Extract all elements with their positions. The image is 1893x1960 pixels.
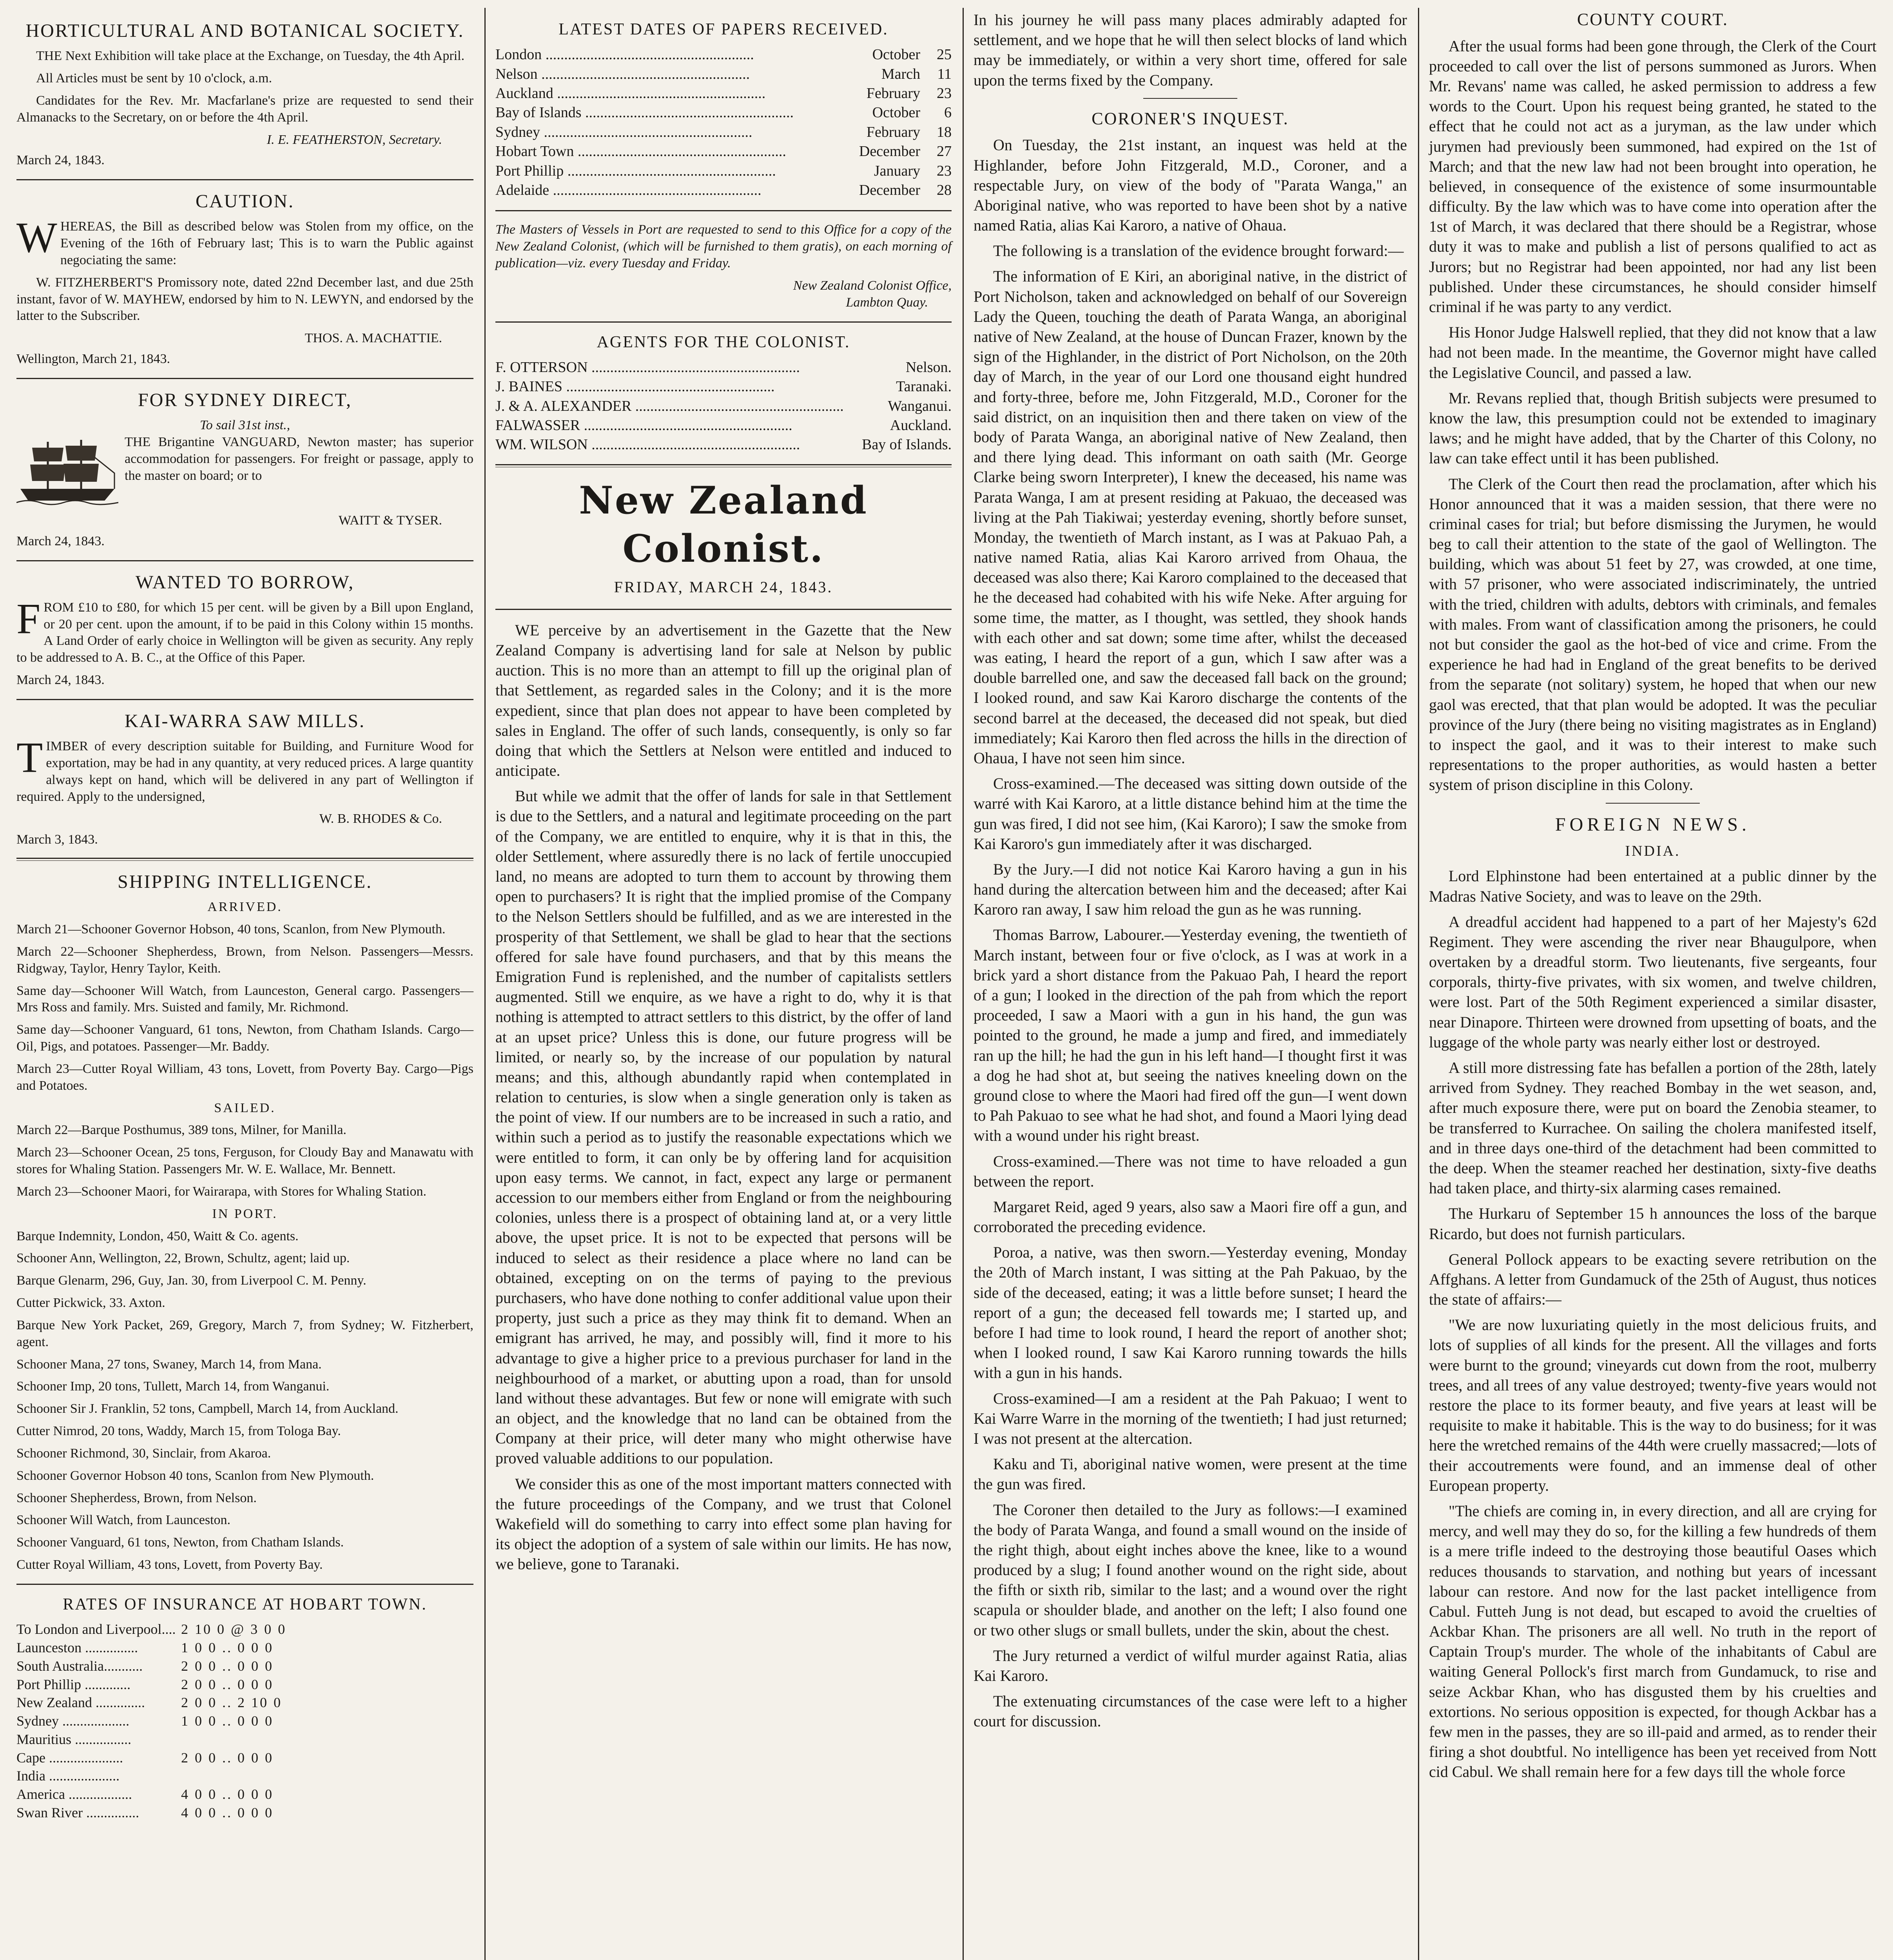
india-body [1429,866,1877,1782]
dates-month: March [881,65,920,82]
agent-place: Taranaki. [896,378,952,395]
divider [1606,803,1700,804]
editorial-paragraph: We consider this as one of the most important matters connected with the future proceedings of the Company, and we trust that Colonel Wakefield will do something to carry into effect some plan having for its object the adoption of a system of sale within our limits. He has now, we believe, gone to Taranaki. [495,1475,952,1573]
arrived-list [16,921,473,1094]
inquest-paragraph: Poroa, a native, was then sworn.—Yesterday evening, Monday the 20th of March instant, I was sitting at the Pah Pakuao, by the side of the deceased, eating; it was a little before sunset; I heard the report of a gun; the deceased fell towards me; I started up, and before I had time to look round, I heard the report of another shot; when I looked round, I saw Kai Karoro running towards the hills with a gun in his hands. [974,1243,1407,1382]
agent-name: J. & A. ALEXANDER ..... [495,397,884,416]
sailed-label: SAILED. [214,1100,276,1115]
dates-day: 6 [944,104,952,121]
inquest-paragraph: Margaret Reid, aged 9 years, also saw a Maori fire off a gun, and corroborated the preceding evidence. [974,1198,1407,1236]
dates-day: 25 [937,46,952,63]
kaiwarra-body: TIMBER of every description suitable for Building, and Furniture Wood for exportation, may be had in any quantity, at very reduced prices. A large quantity always kept on hand, which will be delivered in any part of Wellington if required. Apply to the undersigned, [16,733,473,804]
shipping-entry: Cutter Royal William, 43 tons, Lovett, from Poverty Bay. [16,1557,323,1572]
journey-paragraph: In his journey he will pass many places admirably adapted for settlement, and we hope that he will then select blocks of land which may be immediately, or within a very short time, offered for sale upon the terms fixed by the Company. [974,11,1407,89]
arrived-label: ARRIVED. [207,900,283,915]
agent-name: J. BAINES ..... [495,377,892,396]
inquest-paragraph: The Coroner then detailed to the Jury as follows:—I examined the body of Parata Wanga, and found a small wound on the inside of the right thigh, about eight inches above the knee, like to a wound produced by a slug; I found another wound on the right side, about the fifth or sixth rib, similar to the last; and a wound over the right scapula or shoulder blade, and another on the left; I also found one or two other slugs or small bullets, under the skin, about the chest. [974,1501,1407,1639]
dates-day: 18 [937,123,952,140]
insurance-rate: 2 0 0 .. 2 10 0 [181,1695,282,1711]
dates-day: 11 [937,65,952,82]
agent-place: Bay of Islands. [861,436,952,453]
inquest-paragraph: The extenuating circumstances of the case were left to a higher court for discussion. [974,1692,1407,1730]
dates-row [495,123,952,142]
insurance-row [16,1675,473,1694]
dates-table [495,45,952,200]
publication-date: FRIDAY, MARCH 24, 1843. [614,578,833,596]
insurance-row [16,1657,473,1675]
inquest-paragraph: Cross-examined.—The deceased was sitting down outside of the warré with Kai Karoro, at a little distance behind him at the time the gun was fired, I did not see him, (Kai Karoro); I saw the smoke from Kai Karoro's gun immediately after it was discharged. [974,775,1407,853]
shipping-entry: Schooner Will Watch, from Launceston. [16,1513,231,1528]
shipping-entry: Schooner Richmond, 30, Sinclair, from Akaroa. [16,1446,271,1461]
insurance-destination: To London and Liverpool.... [16,1621,176,1637]
column-rule [1418,8,1419,1960]
divider [16,560,473,561]
divider [495,609,952,610]
dates-month: February [866,85,920,102]
dates-place: Adelaide ..... [495,181,855,200]
inquest-body [974,135,1407,1731]
divider [495,321,952,323]
insurance-destination: Swan River ............... [16,1805,139,1821]
insurance-destination: South Australia........... [16,1658,143,1674]
divider [495,464,952,467]
editorial-paragraph: But while we admit that the offer of lands for sale in that Settlement is due to the Settlers, and a natural and legitimate proceeding on the part of the Company, we are entitled to enquire, why it is that in this, the older Settlement, where assuredly there is no lack of fertile unoccupied land, no means are adopted to turn them to account by throwing them open to purchasers? It is right that the implied promise of the Company to the Nelson Settlers should be fulfilled, and as we are interested in the prosperity of that Settlement, we shall be glad to hear that the sections offered for sale have found purchasers, and that by this means the Emigration Fund is replenished, and the number of capitalists settlers augmented. Still we enquire, as we have a right to do, why it is that nothing is attempted to attract settlers to this district, by the offer of land at an upset price? Unless this is done, our future progress will be limited, or nearly so, by the increase of our population by natural means; and this, although abundantly rapid when contemplated in relation to centuries, is slow when a single generation only is taken as the point of view. If our numbers are to be increased in such a ratio, and within such a period as to justify the reasonable expectations which we were entitled to form, it can only be by offering land for acquisition upon easy terms. We cannot, in fact, expect any large or permanent accession to our members either from England or from the neighbouring colonies, unless there is a prospect of obtaining land at, or a very little above, the upset price. It is not to be expected that persons will be induced to select as their residence a place where no land can be obtained, excepting on on the terms of paying to the previous purchasers, who have done nothing to confer additional value upon their property, just such a price as they may think fit to demand. When an emigrant has arrived, he may, and possibly will, find it more to his advantage to give a higher price to a previous purchaser for land in the neighbourhood of a market, or abutting upon a road, than for unsold land without these advantages. But few or none will emigrate with such an object, and the knowledge that no land can be obtained from the Company at their price, will deter many who might otherwise have proved valuable additions to our population. [495,787,952,1467]
insurance-rate: 4 0 0 .. 0 0 0 [181,1805,274,1821]
shipping-entry: Barque Indemnity, London, 450, Waitt & Co. agents. [16,1229,299,1243]
insurance-row [16,1639,473,1657]
insurance-destination: India .................... [16,1768,120,1784]
shipping-entry: Schooner Sir J. Franklin, 52 tons, Campbell, March 14, from Auckland. [16,1401,399,1416]
shipping-title: SHIPPING INTELLIGENCE. [118,871,372,893]
shipping-entry: Schooner Governor Hobson 40 tons, Scanlon from New Plymouth. [16,1468,374,1483]
county-title: COUNTY COURT. [1577,10,1728,29]
shipping-entry: March 22—Barque Posthumus, 389 tons, Milner, for Manilla. [16,1123,346,1138]
dates-row [495,65,952,84]
column-rule [963,8,964,1960]
inquest-paragraph: Cross-examined—I am a resident at the Pah Pakuao; I went to Kai Warre Warre in the morning of the twentieth; I had just returned; I was not present at the altercation. [974,1389,1407,1447]
shipping-entry: March 23—Cutter Royal William, 43 tons, Lovett, from Poverty Bay. Cargo—Pigs and Potatoes. [16,1061,473,1093]
dates-row [495,142,952,161]
dates-row [495,181,952,200]
kaiwarra-title: KAI-WARRA SAW MILLS. [125,710,365,731]
india-paragraph: "We are now luxuriating quietly in the most delicious fruits, and lots of supplies of all kinds for the present. All the villages and forts were burnt to the ground; vineyards cut down from the root, mulberry trees, and all trees of any value destroyed; twenty-five years would not restore the place to its former beauty, and five years at least will be requisite to make it habitable. This is the way to do business; for it was here the wretched remains of the 44th were cruelly massacred;—lots of their accoutrements were found, and an immense deal of other European property. [1429,1316,1877,1494]
insurance-row [16,1749,473,1767]
sydney-date: March 24, 1843. [16,534,105,548]
insurance-rate: 1 0 0 .. 0 0 0 [181,1713,274,1729]
insurance-rate: 1 0 0 .. 0 0 0 [181,1639,274,1655]
dates-day: 28 [937,182,952,199]
dates-place: Bay of Islands ..... [495,103,869,122]
masters-sig2: Lambton Quay. [846,295,928,310]
shipping-entry: Schooner Mana, 27 tons, Swaney, March 14, from Mana. [16,1357,322,1372]
dates-row [495,84,952,103]
india-paragraph: "The chiefs are coming in, in every direction, and all are crying for mercy, and well may they do so, for the killing a few hundreds of them is a mere trifle indeed to the destroying those beautiful Oases which reduces thousands to starvation, and nothing but years of incessant labour can restore. And now for the last packet intelligence from Cabul. Futteh Jung is not dead, but escaped to avoid the cruelties of Ackbar Khan. The prisoners are all well. No truth in the report of Captain Troup's murder. The whole of the inhabitants of Cabul are waiting General Pollock's first march from Gundamuck, to rise and seize Ackbar Khan, who has disgusted them by his cruelties and extortions. No serious opposition is expected, for though Ackbar has a few men in the passes, they are so ill-paid and armed, as to render their firing a shot doubtful. No intelligence has been yet received from Nott cid Cabul. We shall remain here for a few days till the whole force [1429,1502,1877,1781]
shipping-entry: Barque New York Packet, 269, Gregory, March 7, from Sydney; W. Fitzherbert, agent. [16,1318,473,1349]
insurance-table [16,1620,473,1822]
dates-day: 27 [937,143,952,160]
dates-month: December [859,143,920,160]
agent-place: Wanganui. [888,397,952,414]
masthead: New Zealand Colonist. [579,478,868,571]
insurance-rate: 2 0 0 .. 0 0 0 [181,1658,274,1674]
dates-place: Nelson ..... [495,65,878,84]
agent-place: Nelson. [905,359,952,376]
shipping-entry: Schooner Vanguard, 61 tons, Newton, from Chatham Islands. [16,1535,344,1550]
shipping-entry: Cutter Nimrod, 20 tons, Waddy, March 15, from Tologa Bay. [16,1424,341,1439]
hort-p2: All Articles must be sent by 10 o'clock, a.m. [36,71,272,86]
insurance-destination: New Zealand .............. [16,1695,145,1711]
insurance-title: RATES OF INSURANCE AT HOBART TOWN. [63,1595,427,1613]
borrow-date: March 24, 1843. [16,673,105,688]
insurance-destination: Cape ..................... [16,1749,123,1766]
editorial [495,620,952,1574]
caution-date: Wellington, March 21, 1843. [16,352,170,367]
masters-notice: The Masters of Vessels in Port are requested to send to this Office for a copy of the New Zealand Colonist, (which will be furnished to them gratis), on each morning of publication—viz. every Tuesday and Friday. [495,222,952,271]
dates-month: October [872,104,920,121]
shipping-entry: Schooner Ann, Wellington, 22, Brown, Schultz, agent; laid up. [16,1251,350,1266]
inquest-paragraph: By the Jury.—I did not notice Kai Karoro having a gun in his hand during the altercation between him and the deceased; after Kai Karoro ran away, I saw him reload the gun as he was running. [974,860,1407,918]
shipping-entry: Schooner Shepherdess, Brown, from Nelson. [16,1490,257,1505]
inport-list [16,1228,473,1573]
insurance-destination: Sydney ................... [16,1713,129,1729]
caution-p2: W. FITZHERBERT'S Promissory note, dated 22nd December last, and due 25th instant, favor of W. MAYHEW, endorsed by him to N. LEWYN, and endorsed by the latter to the Subscriber. [16,275,473,323]
dates-month: October [872,46,920,63]
column-4 [1420,10,1885,1960]
agent-name: WM. WILSON ..... [495,435,858,454]
dates-row [495,162,952,181]
inquest-paragraph: Thomas Barrow, Labourer.—Yesterday evening, the twentieth of March instant, between four or five o'clock, as I was at work in a brick yard a short distance from the Pakuao Pah, I heard the report of a gun; I looked in the direction of the pah from which the report proceeded, I saw a Maori with a gun in his hand, the gun was pointed to the ground, he made a jump and fired, and immediately ran up the hill; he had the gun in his left hand—I thought first it was a dog he had shot at, but seeing the natives kneeling down on the ground close to where the Maori had fired off the gun—I went down to Pah Pakuao to see what he had shot, and found a Maori lying dead with a wound under his right breast. [974,926,1407,1145]
hort-p3: Candidates for the Rev. Mr. Macfarlane's prize are requested to send their Almanacks to the Secretary, on or before the 4th April. [16,93,473,125]
divider [16,699,473,700]
hort-signature: I. E. FEATHERSTON, Secretary. [267,132,442,147]
agent-row [495,358,952,377]
inquest-title: CORONER'S INQUEST. [1092,109,1289,128]
inquest-paragraph: The information of E Kiri, an aboriginal native, in the district of Port Nicholson, taken and acknowledged on behalf of our Sovereign Lady the Queen, touching the death of Parata Wanga, an aboriginal native of New Zealand, at the house of Duncan Frazer, known by the sign of the Highlander, in the district of Port Nicholson, on the 20th day of March, in the year of our Lord one thousand eight hundred and forty-three, before me, John Fitzgerald, M.D., Coroner for the said district, on an inquisition then and there taken on view of the body of Parata Wanga, an aboriginal native of New Zealand, then and there lying dead. This informant on oath saith (Mr. George Clarke being sworn Interpreter), I knew the deceased, his name was Parata Wanga, I am at present residing at Pakuao, the deceased was living at the Pah Tiakiwai; yesterday evening, shortly before sunset, Monday, the twentieth of March instant, as I was at Pakuao Pah, a native named Ratia, alias Kai Karoro arrived from Ohaua, the deceased was also there; Kai Karoro complained to the deceased that he the deceased had cohabited with his wife Neke. After arguing for some time, the matter, as I thought, was settled, they shook hands with each other and sat down; some time after, whilst the deceased was eating, I heard the report of a gun, which I saw after was a double barrelled one, and saw the deceased fall back on the ground; I looked round, and saw Kai Karoro discharge the contents of the second barrel at the deceased, the deceased did not speak, but died immediately; Kai Karoro then fled across the hills in the direction of Ohaua, I have not seen him since. [974,267,1407,767]
kaiwarra-signature: W. B. RHODES & Co. [319,811,442,826]
caution-p1: WHEREAS, the Bill as described below was Stolen from my office, on the Evening of the 16th of February last; This is to warn the Public against negociating the same: [16,214,473,267]
agent-row [495,435,952,454]
dates-month: December [859,182,920,199]
column-1 [8,10,482,1960]
insurance-row [16,1620,473,1639]
dates-place: London ..... [495,45,869,64]
insurance-row [16,1767,473,1785]
insurance-rate: 2 0 0 .. 0 0 0 [181,1676,274,1692]
divider [16,858,473,861]
agent-name: F. OTTERSON ..... [495,358,902,377]
caution-signature: THOS. A. MACHATTIE. [305,331,442,346]
india-paragraph: General Pollock appears to be exacting severe retribution on the Affghans. A letter from Gundamuck of the 25th of August, thus notices the state of affairs:— [1429,1250,1877,1308]
divider [495,210,952,211]
india-paragraph: Lord Elphinstone had been entertained at a public dinner by the Madras Native Society, and was to leave on the 29th. [1429,867,1877,905]
dates-place: Auckland ..... [495,84,863,103]
dates-title: LATEST DATES OF PAPERS RECEIVED. [558,20,888,38]
dates-month: January [874,162,920,179]
insurance-rate: 2 10 0 @ 3 0 0 [181,1621,287,1637]
insurance-rate: 4 0 0 .. 0 0 0 [181,1786,274,1802]
india-title: INDIA. [1625,842,1681,859]
shipping-entry: March 23—Schooner Maori, for Wairarapa, with Stores for Whaling Station. [16,1184,426,1199]
kaiwarra-date: March 3, 1843. [16,832,98,847]
shipping-entry: Schooner Imp, 20 tons, Tullett, March 14, from Wanganui. [16,1379,330,1394]
column-2 [487,10,960,1960]
agent-row [495,397,952,416]
divider [1143,98,1237,99]
inquest-paragraph: The Jury returned a verdict of wilful murder against Ratia, alias Kai Karoro. [974,1646,1407,1685]
dates-row [495,45,952,64]
dates-row [495,103,952,122]
divider [16,378,473,379]
shipping-entry: March 21—Schooner Governor Hobson, 40 tons, Scanlon, from New Plymouth. [16,922,446,937]
column-rule [484,8,486,1960]
dates-place: Port Phillip ..... [495,162,870,181]
shipping-entry: Cutter Pickwick, 33. Axton. [16,1296,165,1310]
county-paragraph: After the usual forms had been gone through, the Clerk of the Court proceeded to call over the list of persons summoned as Jurors. When Mr. Revans' name was called, he asked permission to address a few words to the Court. Upon his request being granted, he stated to the effect that he could not act as a juryman, as the law under which jurymen had previously been summoned, had expired on the 1st of March; and that the new law had not been brought into operation, he believed, in consequence of the existence of some insurmountable difficulty. By the law which was to have come into operation after the 1st of March, it was declared that there should be a Registrar, whose duty it was to make and publish a list of persons qualified to act as Jurors; but no Registrar had been appointed, nor had any list been published. Under these circumstances, he should consider himself criminal if he was party to any verdict. [1429,37,1877,316]
dates-day: 23 [937,162,952,179]
sydney-title: FOR SYDNEY DIRECT, [138,389,352,410]
county-body [1429,36,1877,795]
insurance-destination: America .................. [16,1786,132,1802]
india-paragraph: The Hurkaru of September 15 h announces the loss of the barque Ricardo, but does not furnish particulars. [1429,1205,1877,1243]
shipping-entry: Same day—Schooner Will Watch, from Launceston, General cargo. Passengers—Mrs Ross and family. Mrs. Suisted and family, Mr. Richmond. [16,983,473,1015]
ship-illustration [16,434,118,508]
insurance-row [16,1693,473,1712]
agents-title: AGENTS FOR THE COLONIST. [597,333,850,351]
sydney-signature: WAITT & TYSER. [338,513,442,528]
foreign-title: FOREIGN NEWS. [1555,814,1750,835]
county-paragraph: The Clerk of the Court then read the proclamation, after which his Honor announced that it was a maiden session, that there were no criminal cases for trial; but before dismissing the Jurymen, he would beg to call their attention to the state of the gaol of Wellington. The building, which was about 51 feet by 27, was crowded, at one time, with 57 prisoner, who were associated indiscriminately, the untried with the tried, children with adults, debtors with criminals, and females with males. From want of classification among the prisoners, he could not but consider the gaol as the hot-bed of vice and crime. From the experience he had had in England of the great benefits to be derived from the separate (not solitary) system, he hoped that when our new gaol was erected, that that plan would be adopted. It was the peculiar province of the Jury (there being no visiting magistrates as in England) to inspect the gaol, and it was to their interest to make such representations to the proper authorities, as would hasten a better system of prison discipline in this Colony. [1429,475,1877,794]
shipping-entry: Same day—Schooner Vanguard, 61 tons, Newton, from Chatham Islands. Cargo—Oil, Pigs, and potatoes. Passenger—Mr. Baddy. [16,1022,473,1054]
dates-place: Hobart Town ..... [495,142,855,161]
insurance-rate [181,1767,473,1785]
agent-place: Auckland. [890,417,952,434]
county-paragraph: Mr. Revans replied that, though British subjects were presumed to know the law, this presumption could not be extended to imaginary laws; and he might have added, that by the Charter of this Colony, no law can take effect until it has been published. [1429,389,1877,467]
agent-row [495,377,952,396]
dates-day: 23 [937,85,952,102]
masters-sig1: New Zealand Colonist Office, [793,278,952,293]
sydney-subtitle: To sail 31st inst., [199,418,290,433]
insurance-row [16,1730,473,1749]
agents-table [495,358,952,455]
shipping-entry: March 22—Schooner Shepherdess, Brown, from Nelson. Passengers—Messrs. Ridgway, Taylor, Henry Taylor, Keith. [16,944,473,976]
shipping-entry: Barque Glenarm, 296, Guy, Jan. 30, from Liverpool C. M. Penny. [16,1273,366,1288]
borrow-body: FROM £10 to £80, for which 15 per cent. will be given by a Bill upon England, or 20 per cent. upon the amount, if to be paid in this Colony within 15 months. A Land Order of early choice in Wellington will be given as security. Any reply to be addressed to A. B. C., at the Office of this Paper. [16,594,473,665]
divider [16,1584,473,1585]
inport-label: IN PORT. [212,1206,278,1221]
insurance-row [16,1785,473,1804]
insurance-row [16,1712,473,1730]
insurance-destination: Mauritius ................ [16,1731,131,1747]
india-paragraph: A still more distressing fate has befallen a portion of the 28th, lately arrived from Sydney. They reached Bombay in the wet season, and, after much exposure there, were put on board the Zenobia steamer, to be transferred to Kurrachee. On sailing the cholera manifested itself, and in three days one-third of the detachment had been committed to the deep. When the steamer reached her destination, sixty-five deaths had taken place, and thirty-six alarming cases remained. [1429,1059,1877,1197]
shipping-entry: March 23—Schooner Ocean, 25 tons, Ferguson, for Cloudy Bay and Manawatu with stores for Whaling Station. Passengers Mr. W. E. Wallace, Mr. Bennett. [16,1145,473,1177]
county-paragraph: His Honor Judge Halswell replied, that they did not know that a law had not been made. In the meantime, the Governor might have called the Legislative Council, and passed a law. [1429,323,1877,381]
caution-title: CAUTION. [196,191,294,212]
insurance-rate [181,1730,473,1749]
sydney-body: THE Brigantine VANGUARD, Newton master; has superior accommodation for passengers. For freight or passage, apply to the master on board; or to [125,434,473,483]
hort-title: HORTICULTURAL AND BOTANICAL SOCIETY. [25,20,464,41]
hort-p1: THE Next Exhibition will take place at the Exchange, on Tuesday, the 4th April. [36,49,465,64]
editorial-paragraph: WE perceive by an advertisement in the Gazette that the New Zealand Company is advertising land for sale at Nelson by public auction. This is no more than an attempt to fill up the original plan of that Settlement, as regarded sales in the Colony; and it is the more expedient, since that plan does not appear to have been completed by sales in England. The offer of such lands, consequently, is only so far doing that which the Settlers at Nelson were entitled and induced to anticipate. [495,621,952,780]
sailed-list [16,1122,473,1200]
india-paragraph: A dreadful accident had happened to a part of her Majesty's 62d Regiment. They were ascending the river near Bhaugulpore, when overtaken by a dreadful storm. Two lieutenants, five sergeants, four corporals, thirty-five privates, with six women, and twelve children, were lost. Part of the 50th Regiment experienced a similar disaster, near Dinapore. Thirteen were drowned from upsetting of boats, and the luggage of the whole party was nearly either lost or destroyed. [1429,913,1877,1051]
borrow-title: WANTED TO BORROW, [135,572,355,593]
dates-place: Sydney ..... [495,123,863,142]
insurance-destination: Launceston ............... [16,1639,138,1655]
agent-row [495,416,952,435]
inquest-paragraph: Cross-examined.—There was not time to have reloaded a gun between the report. [974,1152,1407,1190]
inquest-paragraph: Kaku and Ti, aboriginal native women, were present at the time the gun was fired. [974,1455,1407,1493]
agent-name: FALWASSER ..... [495,416,886,435]
insurance-row [16,1804,473,1822]
hort-date: March 24, 1843. [16,153,105,168]
insurance-rate: 2 0 0 .. 0 0 0 [181,1749,274,1766]
insurance-destination: Port Phillip ............. [16,1676,131,1692]
inquest-paragraph: The following is a translation of the evidence brought forward:— [993,242,1404,260]
dates-month: February [866,123,920,140]
inquest-paragraph: On Tuesday, the 21st instant, an inquest was held at the Highlander, before John Fitzgerald, M.D., Coroner, and a respectable Jury, on view of the body of "Parata Wanga," an Aboriginal native, who was reported to have been shot by a native named Ratia, alias Kai Karoro, a native of Ohaua. [974,136,1407,234]
column-3 [965,10,1416,1960]
divider [16,179,473,180]
